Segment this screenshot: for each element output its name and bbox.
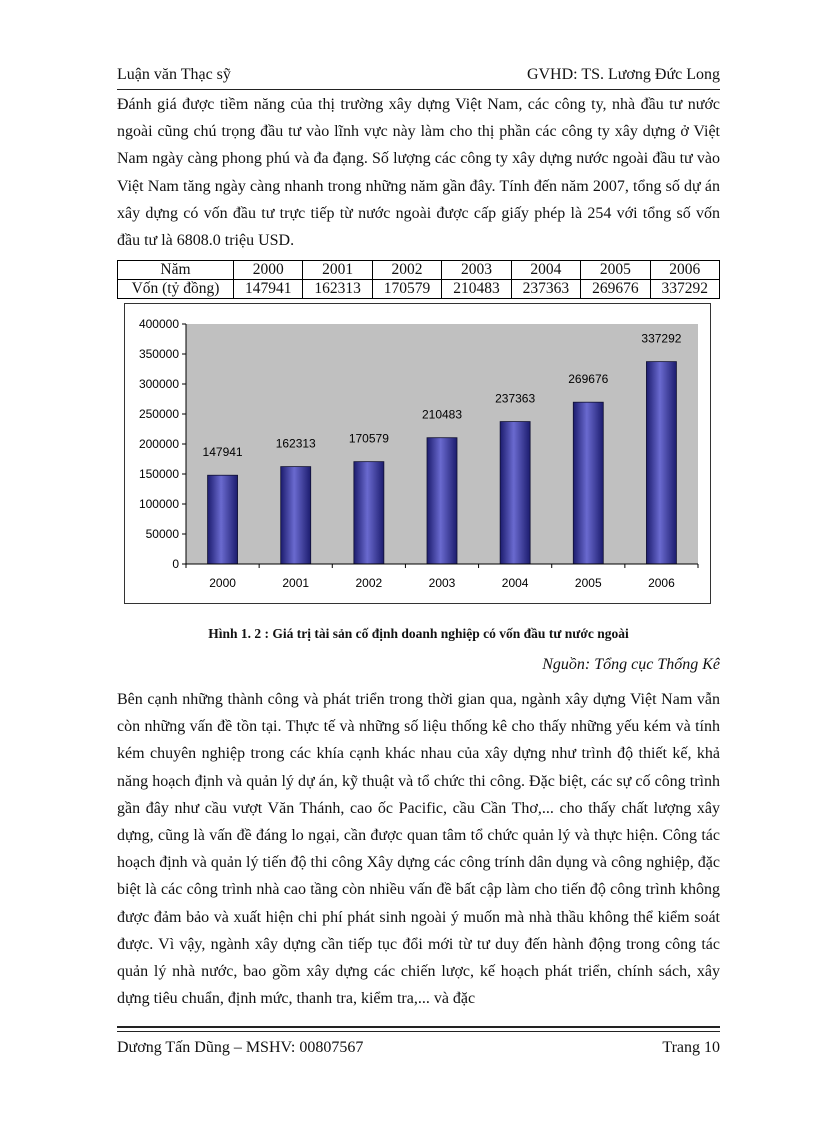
y-tick-label: 300000 bbox=[138, 377, 179, 391]
x-tick-label: 2000 bbox=[209, 576, 236, 590]
bar-data-label: 269676 bbox=[568, 372, 609, 387]
y-axis bbox=[139, 317, 186, 571]
capital-table bbox=[117, 260, 720, 299]
bar-2003 bbox=[427, 438, 457, 564]
bar-2004 bbox=[500, 422, 530, 564]
y-tick-label: 0 bbox=[172, 557, 179, 571]
table-row-years bbox=[118, 261, 720, 280]
table-cell-value: 162313 bbox=[303, 280, 372, 299]
bar-data-label: 337292 bbox=[641, 331, 682, 346]
footer-rule bbox=[117, 1026, 720, 1028]
footer-rule-thin bbox=[117, 1031, 720, 1032]
bar-data-label: 147941 bbox=[202, 445, 243, 460]
bar-data-label: 237363 bbox=[495, 391, 536, 406]
y-tick-label: 250000 bbox=[138, 407, 179, 421]
y-tick-label: 400000 bbox=[138, 317, 179, 331]
y-tick-label: 350000 bbox=[138, 347, 179, 361]
bar-2006 bbox=[646, 362, 676, 564]
y-tick-label: 50000 bbox=[145, 527, 179, 541]
table-cell-year: 2003 bbox=[442, 261, 511, 280]
table-cell-value: 237363 bbox=[511, 280, 580, 299]
table-cell-year: 2006 bbox=[650, 261, 719, 280]
figure-source: Nguồn: Tổng cục Thống Kê bbox=[542, 656, 720, 673]
table-header-year: Năm bbox=[118, 261, 234, 280]
page-footer bbox=[117, 1039, 720, 1059]
x-axis bbox=[186, 564, 698, 590]
x-tick-label: 2003 bbox=[428, 576, 456, 590]
bar-2000 bbox=[208, 475, 238, 564]
x-tick-label: 2005 bbox=[574, 576, 602, 590]
page-header bbox=[117, 66, 720, 86]
x-tick-label: 2001 bbox=[282, 576, 310, 590]
intro-paragraph: Đánh giá được tiềm năng của thị trường xây dựng Việt Nam, các công ty, nhà đầu tư nước ngoài cũng chú trọng đầu tư vào lĩnh vực này làm cho thị phần các công ty xây dựng ở Việt Nam ngày càng phong phú và đa đạng. Số lượng các công ty xây dựng nước ngoài đầu tư vào Việt Nam tăng ngày càng nhanh trong những năm gần đây. Tính đến năm 2007, tổng số dự án xây dựng có vốn đầu tư trực tiếp từ nước ngoài được cấp giấy phép là 254 với tổng số vốn đầu tư là 6808.0 triệu USD. bbox=[117, 96, 720, 250]
bar-data-label: 210483 bbox=[421, 407, 463, 422]
table-cell-year: 2002 bbox=[372, 261, 441, 280]
x-tick-label: 2006 bbox=[648, 576, 675, 590]
table-cell-value: 147941 bbox=[234, 280, 303, 299]
table-cell-value: 210483 bbox=[442, 280, 511, 299]
header-thesis-type: Luận văn Thạc sỹ bbox=[117, 66, 231, 83]
footer-author: Dương Tấn Dũng – MSHV: 00807567 bbox=[117, 1039, 364, 1056]
bar-2002 bbox=[354, 462, 384, 564]
y-tick-label: 150000 bbox=[138, 467, 179, 481]
table-cell-value: 269676 bbox=[581, 280, 650, 299]
table-cell-year: 2001 bbox=[303, 261, 372, 280]
y-tick-label: 200000 bbox=[138, 437, 179, 451]
footer-page-number: Trang 10 bbox=[662, 1039, 720, 1056]
bar-chart-svg bbox=[125, 304, 710, 603]
x-tick-label: 2002 bbox=[355, 576, 383, 590]
table-cell-year: 2004 bbox=[511, 261, 580, 280]
table-cell-year: 2005 bbox=[581, 261, 650, 280]
bar-2001 bbox=[281, 467, 311, 564]
table-cell-value: 170579 bbox=[372, 280, 441, 299]
header-rule bbox=[117, 89, 720, 90]
body-paragraph: Bên cạnh những thành công và phát triển trong thời gian qua, ngành xây dựng Việt Nam vẫn còn những vấn đề tồn tại. Thực tế và những số liệu thống kê cho thấy những yếu kém và tính kém chuyên nghiệp trong các khía cạnh khác nhau của xây dựng như trình độ thiết kế, khả năng hoạch định và quản lý dự án, kỹ thuật và tổ chức thi công. Đặc biệt, các sự cố công trình gần đây như cầu vượt Văn Thánh, cao ốc Pacific, cầu Cần Thơ,... cho thấy chất lượng xây dựng, cũng là vấn đề đáng lo ngại, cần được quan tâm tổ chức quản lý và thực hiện. Công tác hoạch định và quản lý tiến độ thi công Xây dựng các công trính dân dụng và công nghiệp, đặc biệt là các công trình nhà cao tầng còn nhiều vấn đề bất cập làm cho tiến độ công trình không được đảm bảo và xuất hiện chi phí phát sinh ngoài ý muốn mà nhà thầu không thể kiểm soát được. Vì vậy, ngành xây dựng cần tiếp tục đổi mới từ tư duy đến hành động trong công tác quản lý nhà nước, bao gồm xây dựng các chiến lược, kế hoạch phát triển, chính sách, xây dựng tiêu chuẩn, định mức, thanh tra, kiểm tra,... và đặc bbox=[117, 691, 720, 1008]
bar-data-label: 170579 bbox=[348, 431, 389, 446]
header-advisor: GVHD: TS. Lương Đức Long bbox=[526, 66, 720, 83]
figure-caption: Hình 1. 2 : Giá trị tài sản cố định doanh nghiệp có vốn đầu tư nước ngoài bbox=[208, 626, 629, 641]
y-tick-label: 100000 bbox=[138, 497, 179, 511]
table-cell-value: 337292 bbox=[650, 280, 719, 299]
table-cell-year: 2000 bbox=[234, 261, 303, 280]
table-header-capital: Vốn (tỷ đồng) bbox=[118, 280, 234, 299]
table-row-capital bbox=[118, 280, 720, 299]
x-tick-label: 2004 bbox=[501, 576, 529, 590]
bar-chart bbox=[124, 303, 711, 604]
bar-2005 bbox=[573, 402, 603, 564]
bar-data-label: 162313 bbox=[275, 436, 316, 451]
